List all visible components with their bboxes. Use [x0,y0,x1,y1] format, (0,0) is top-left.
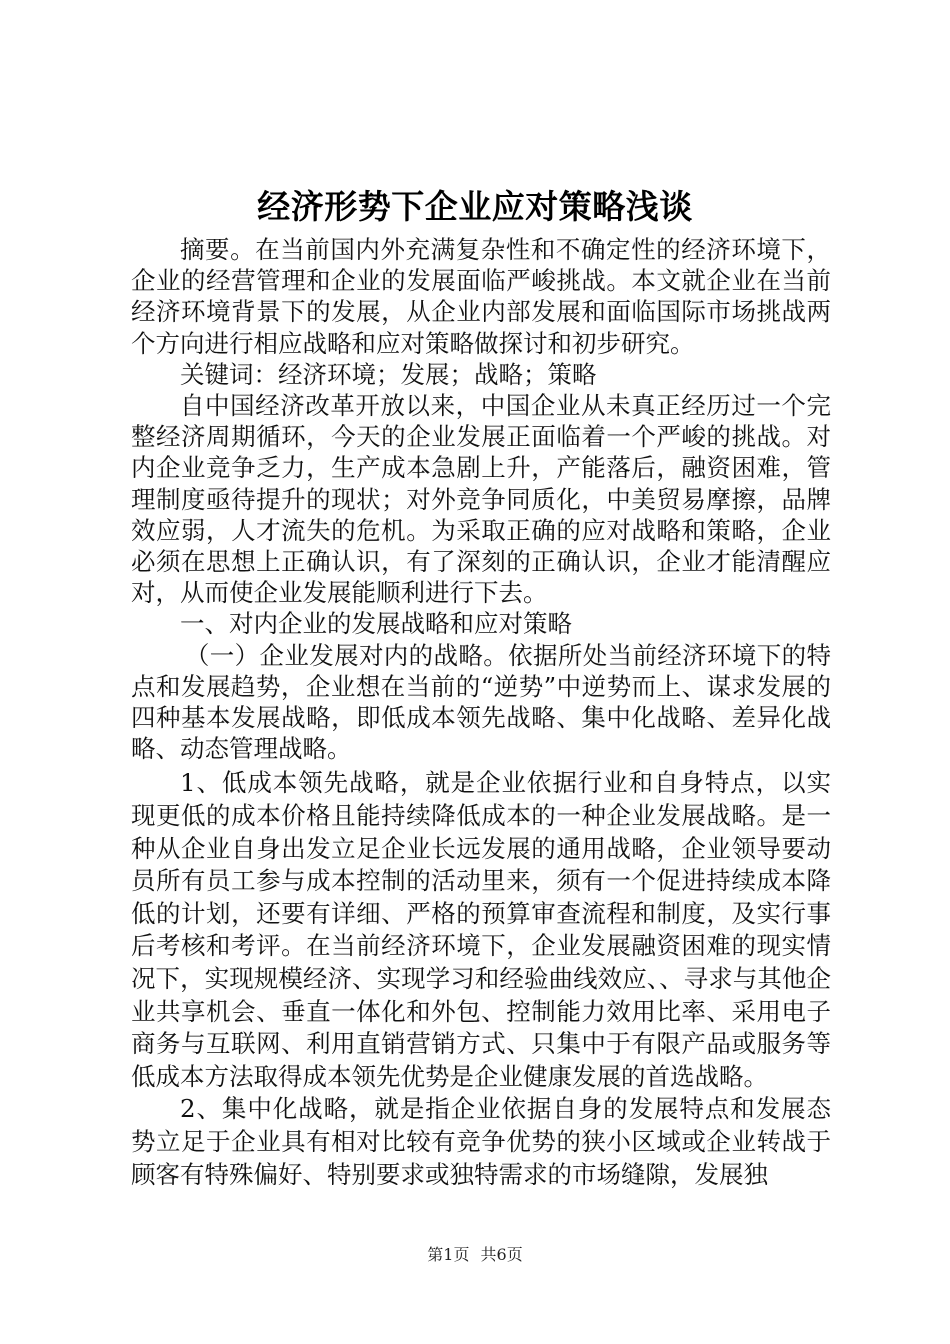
page-number: 第1页 [427,1245,470,1264]
document-title: 经济形势下企业应对策略浅谈 [257,187,693,226]
intro-paragraph: 自中国经济改革开放以来，中国企业从未真正经历过一个完整经济周期循环，今天的企业发展正面临着一个严峻的挑战。对内企业竞争乏力，生产成本急剧上升，产能落后，融资困难，管理制度亟待提升的现状；对外竞争同质化，中美贸易摩擦，品牌效应弱，人才流失的危机。为采取正确的应对战略和策略，企业必须在思想上正确认识，有了深刻的正确认识，企业才能清醒应对，从而使企业发展能顺利进行下去。 [131,391,831,608]
page-footer [0,1244,950,1266]
page-total: 共6页 [480,1245,523,1264]
subsection-paragraph: （一）企业发展对内的战略。依据所处当前经济环境下的特点和发展趋势，企业想在当前的“逆势”中逆势而上、谋求发展的四种基本发展战略，即低成本领先战略、集中化战略、差异化战略、动态管理战略。 [131,640,831,764]
abstract-paragraph: 摘要。在当前国内外充满复杂性和不确定性的经济环境下，企业的经营管理和企业的发展面临严峻挑战。本文就企业在当前经济环境背景下的发展，从企业内部发展和面临国际市场挑战两个方向进行相应战略和应对策略做探讨和初步研究。 [131,235,831,358]
strategy-low-cost-paragraph: 1、低成本领先战略，就是企业依据行业和自身特点，以实现更低的成本价格且能持续降低成本的一种企业发展战略。是一种从企业自身出发立足企业长远发展的通用战略，企业领导要动员所有员工参与成本控制的活动里来，须有一个促进持续成本降低的计划，还要有详细、严格的预算审查流程和制度，及实行事后考核和考评。在当前经济环境下，企业发展融资困难的现实情况下，实现规模经济、实现学习和经验曲线效应、、寻求与其他企业共享机会、垂直一体化和外包、控制能力效用比率、采用电子商务与互联网、利用直销营销方式、只集中于有限产品或服务等低成本方法取得成本领先优势是企业健康发展的首选战略。 [131,768,831,1091]
section-heading: 一、对内企业的发展战略和应对策略 [180,609,572,639]
document-body [131,234,831,1191]
keywords-paragraph: 关键词：经济环境；发展；战略；策略 [180,359,597,389]
strategy-focus-paragraph: 2、集中化战略，就是指企业依据自身的发展特点和发展态势立足于企业具有相对比较有竞争优势的狭小区域或企业转战于顾客有特殊偏好、特别要求或独特需求的市场缝隙，发展独 [131,1094,831,1189]
